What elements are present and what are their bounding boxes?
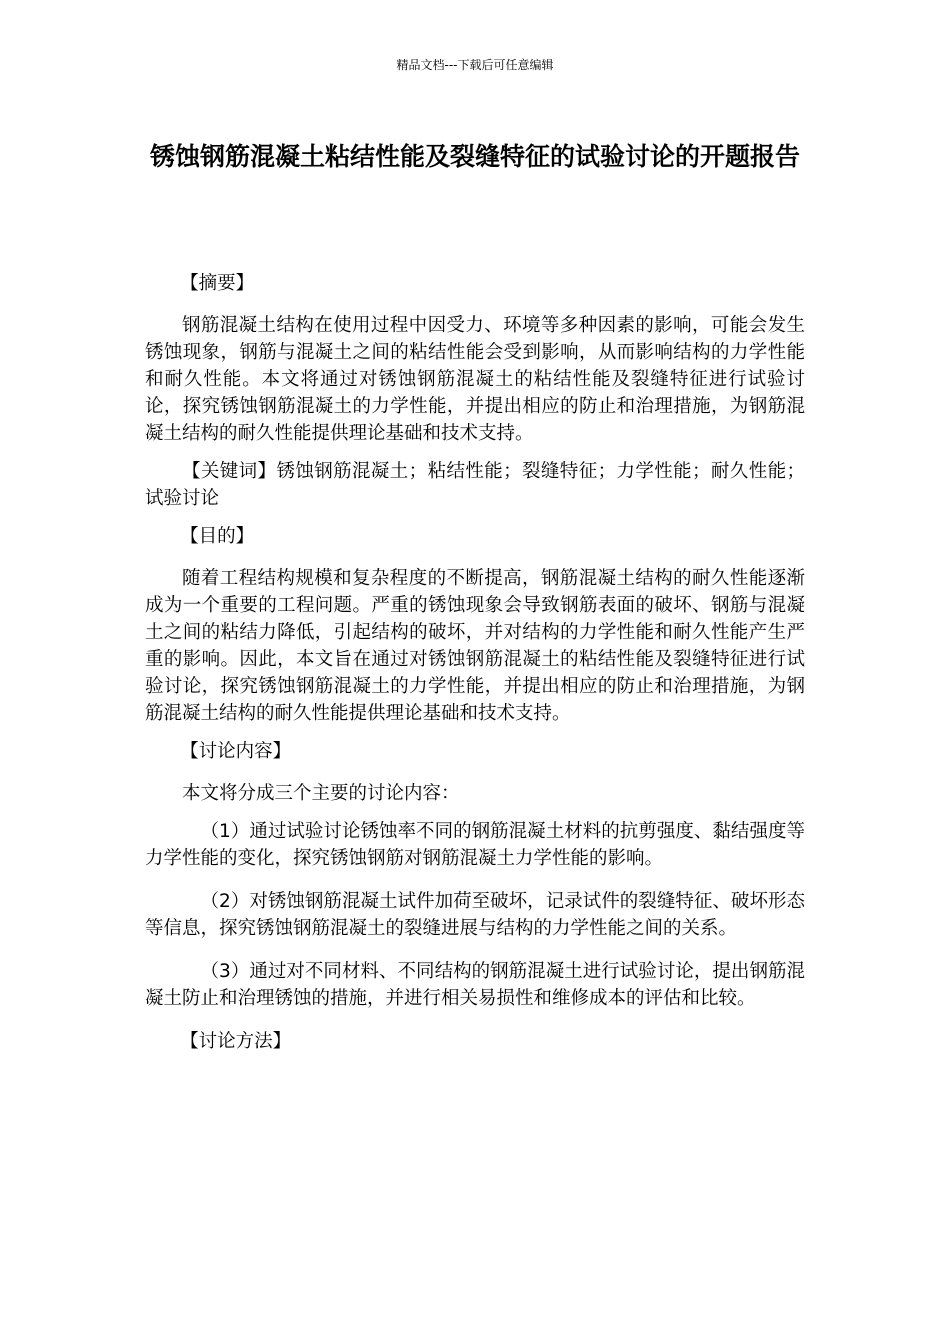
purpose-paragraph: 随着工程结构规模和复杂程度的不断提高，钢筋混凝土结构的耐久性能逐渐成为一个重要的工程问题。严重的锈蚀现象会导致钢筋表面的破坏、钢筋与混凝土之间的粘结力降低，引起结构的破坏，并对结构的力学性能和耐久性能产生严重的影响。因此，本文旨在通过对锈蚀钢筋混凝土的粘结性能及裂缝特征进行试验讨论，探究锈蚀钢筋混凝土的力学性能，并提出相应的防止和治理措施，为钢筋混凝土结构的耐久性能提供理论基础和技术支持。: [145, 568, 805, 724]
document-title: 锈蚀钢筋混凝土粘结性能及裂缝特征的试验讨论的开题报告: [149, 142, 800, 171]
document-body: [145, 270, 805, 1070]
content-item-2: （2）对锈蚀钢筋混凝土试件加荷至破坏，记录试件的裂缝特征、破坏形态等信息，探究锈蚀钢筋混凝土的裂缝进展与结构的力学性能之间的关系。: [145, 891, 805, 939]
keywords-paragraph: 【关键词】锈蚀钢筋混凝土；粘结性能；裂缝特征；力学性能；耐久性能；试验讨论: [145, 461, 805, 509]
abstract-paragraph: 钢筋混凝土结构在使用过程中因受力、环境等多种因素的影响，可能会发生锈蚀现象，钢筋与混凝土之间的粘结性能会受到影响，从而影响结构的力学性能和耐久性能。本文将通过对锈蚀钢筋混凝土的粘结性能及裂缝特征进行试验讨论，探究锈蚀钢筋混凝土的力学性能，并提出相应的防止和治理措施，为钢筋混凝土结构的耐久性能提供理论基础和技术支持。: [145, 315, 805, 444]
content-intro: 本文将分成三个主要的讨论内容：: [182, 783, 460, 804]
content-item-1: （1）通过试验讨论锈蚀率不同的钢筋混凝土材料的抗剪强度、黏结强度等力学性能的变化，探究锈蚀钢筋对钢筋混凝土力学性能的影响。: [145, 821, 805, 869]
purpose-heading: 【目的】: [180, 526, 255, 547]
content-item-3: （3）通过对不同材料、不同结构的钢筋混凝土进行试验讨论，提出钢筋混凝土防止和治理锈蚀的措施，并进行相关易损性和维修成本的评估和比较。: [145, 961, 805, 1009]
abstract-heading: 【摘要】: [180, 273, 255, 294]
header-note: 精品文档---下载后可任意编辑: [396, 58, 554, 72]
method-heading: 【讨论方法】: [180, 1031, 292, 1052]
content-heading: 【讨论内容】: [180, 741, 292, 762]
